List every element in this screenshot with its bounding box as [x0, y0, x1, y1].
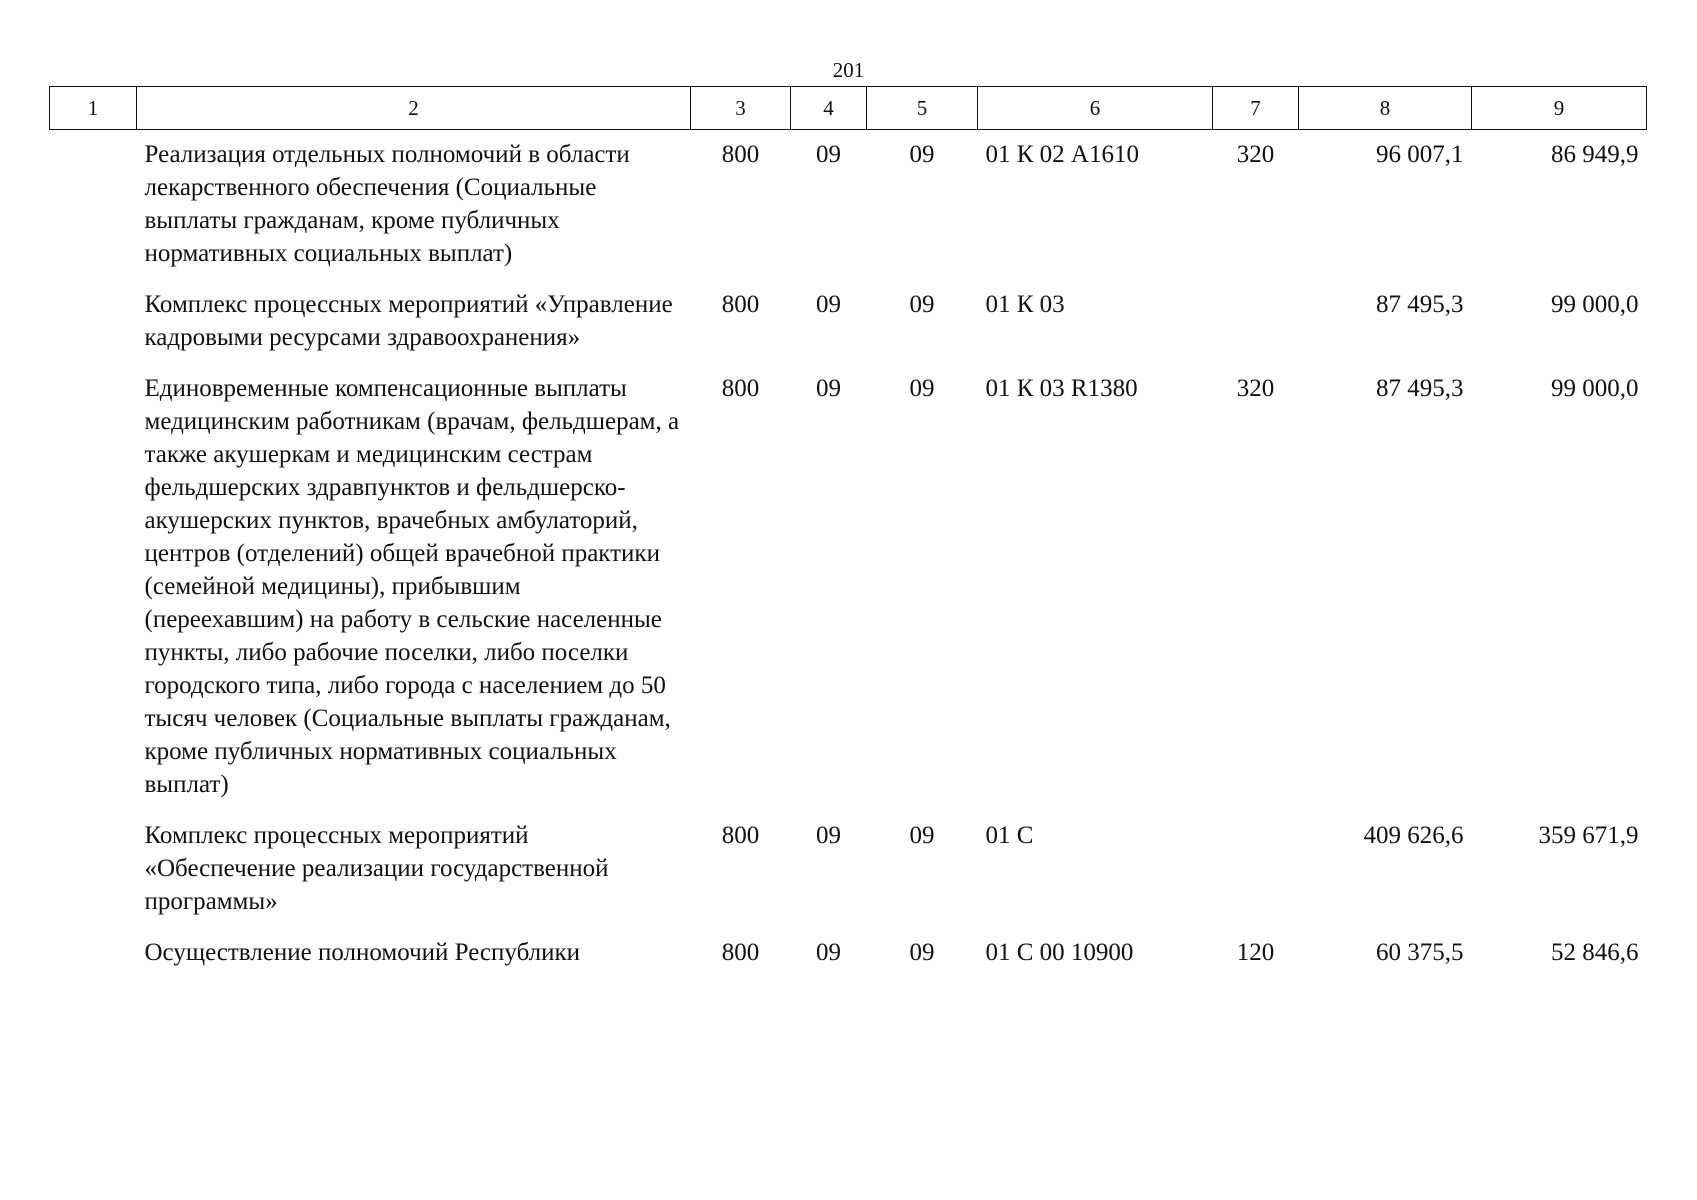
cell-col1 [50, 364, 137, 811]
column-header-6: 6 [978, 87, 1213, 130]
table-row [50, 364, 1647, 811]
cell-target: 01 К 02 А1610 [985, 141, 1139, 168]
cell-subsection: 09 [909, 141, 935, 168]
cell-amount1: 87 495,3 [1376, 375, 1464, 402]
cell-amount1: 409 626,6 [1363, 822, 1464, 849]
cell-amount1: 87 495,3 [1376, 291, 1464, 318]
cell-ministry: 800 [721, 939, 760, 966]
table-row [50, 130, 1647, 281]
column-header-4: 4 [791, 87, 867, 130]
cell-col1 [50, 280, 137, 364]
cell-description: Единовременные компенсационные выплаты медицинским работникам (врачам, фельдшерам, а также акушеркам и медицинским сестрам фельдшерских здравпунктов и фельдшерско-акушерских пунктов, врачебных амбулаторий, центров (отделений) общей врачебной практики (семейной медицины), прибывшим (переехавшим) на работу в сельские населенные пункты, либо рабочие поселки, либо поселки городского типа, либо города с населением до 50 тысяч человек (Социальные выплаты гражданам, кроме публичных нормативных социальных выплат) [144, 375, 680, 798]
cell-description: Комплекс процессных мероприятий «Обеспечение реализации государственной программы» [144, 822, 609, 915]
column-header-3: 3 [691, 87, 791, 130]
header-row [50, 87, 1647, 130]
cell-expense-type: 120 [1236, 939, 1275, 966]
cell-amount2: 99 000,0 [1551, 375, 1639, 402]
cell-section: 09 [816, 822, 841, 849]
cell-amount2: 359 671,9 [1538, 822, 1639, 849]
cell-description: Реализация отдельных полномочий в области лекарственного обеспечения (Социальные выплаты гражданам, кроме публичных нормативных социальных выплат) [144, 141, 630, 267]
page-number: 201 [832, 58, 865, 82]
table-row [50, 928, 1647, 979]
cell-subsection: 09 [909, 822, 935, 849]
cell-target: 01 К 03 [985, 291, 1065, 318]
table-row [50, 811, 1647, 928]
cell-target: 01 С 00 10900 [985, 939, 1134, 966]
column-header-7: 7 [1213, 87, 1299, 130]
cell-amount2: 52 846,6 [1551, 939, 1639, 966]
cell-expense-type [1213, 811, 1299, 928]
cell-amount1: 96 007,1 [1376, 141, 1464, 168]
column-header-5: 5 [867, 87, 978, 130]
cell-ministry: 800 [721, 291, 760, 318]
cell-ministry: 800 [721, 141, 760, 168]
budget-table [49, 86, 1647, 979]
cell-section: 09 [816, 141, 841, 168]
table-row [50, 280, 1647, 364]
cell-subsection: 09 [909, 939, 935, 966]
cell-amount2: 86 949,9 [1551, 141, 1639, 168]
cell-section: 09 [816, 375, 841, 402]
cell-col1 [50, 130, 137, 281]
cell-section: 09 [816, 291, 841, 318]
table-body [50, 130, 1647, 980]
table-header [50, 87, 1647, 130]
column-header-8: 8 [1299, 87, 1472, 130]
cell-target: 01 К 03 R1380 [985, 375, 1138, 402]
cell-description: Осуществление полномочий Республики [144, 939, 581, 966]
cell-ministry: 800 [721, 375, 760, 402]
cell-subsection: 09 [909, 375, 935, 402]
cell-col1 [50, 811, 137, 928]
cell-section: 09 [816, 939, 841, 966]
cell-expense-type: 320 [1236, 375, 1275, 402]
cell-subsection: 09 [909, 291, 935, 318]
cell-col1 [50, 928, 137, 979]
column-header-1: 1 [50, 87, 137, 130]
cell-description: Комплекс процессных мероприятий «Управление кадровыми ресурсами здравоохранения» [144, 291, 673, 351]
column-header-2: 2 [137, 87, 691, 130]
cell-ministry: 800 [721, 822, 760, 849]
column-header-9: 9 [1472, 87, 1647, 130]
cell-amount2: 99 000,0 [1551, 291, 1639, 318]
cell-expense-type [1213, 280, 1299, 364]
cell-target: 01 С [985, 822, 1034, 849]
cell-amount1: 60 375,5 [1376, 939, 1464, 966]
cell-expense-type: 320 [1236, 141, 1275, 168]
